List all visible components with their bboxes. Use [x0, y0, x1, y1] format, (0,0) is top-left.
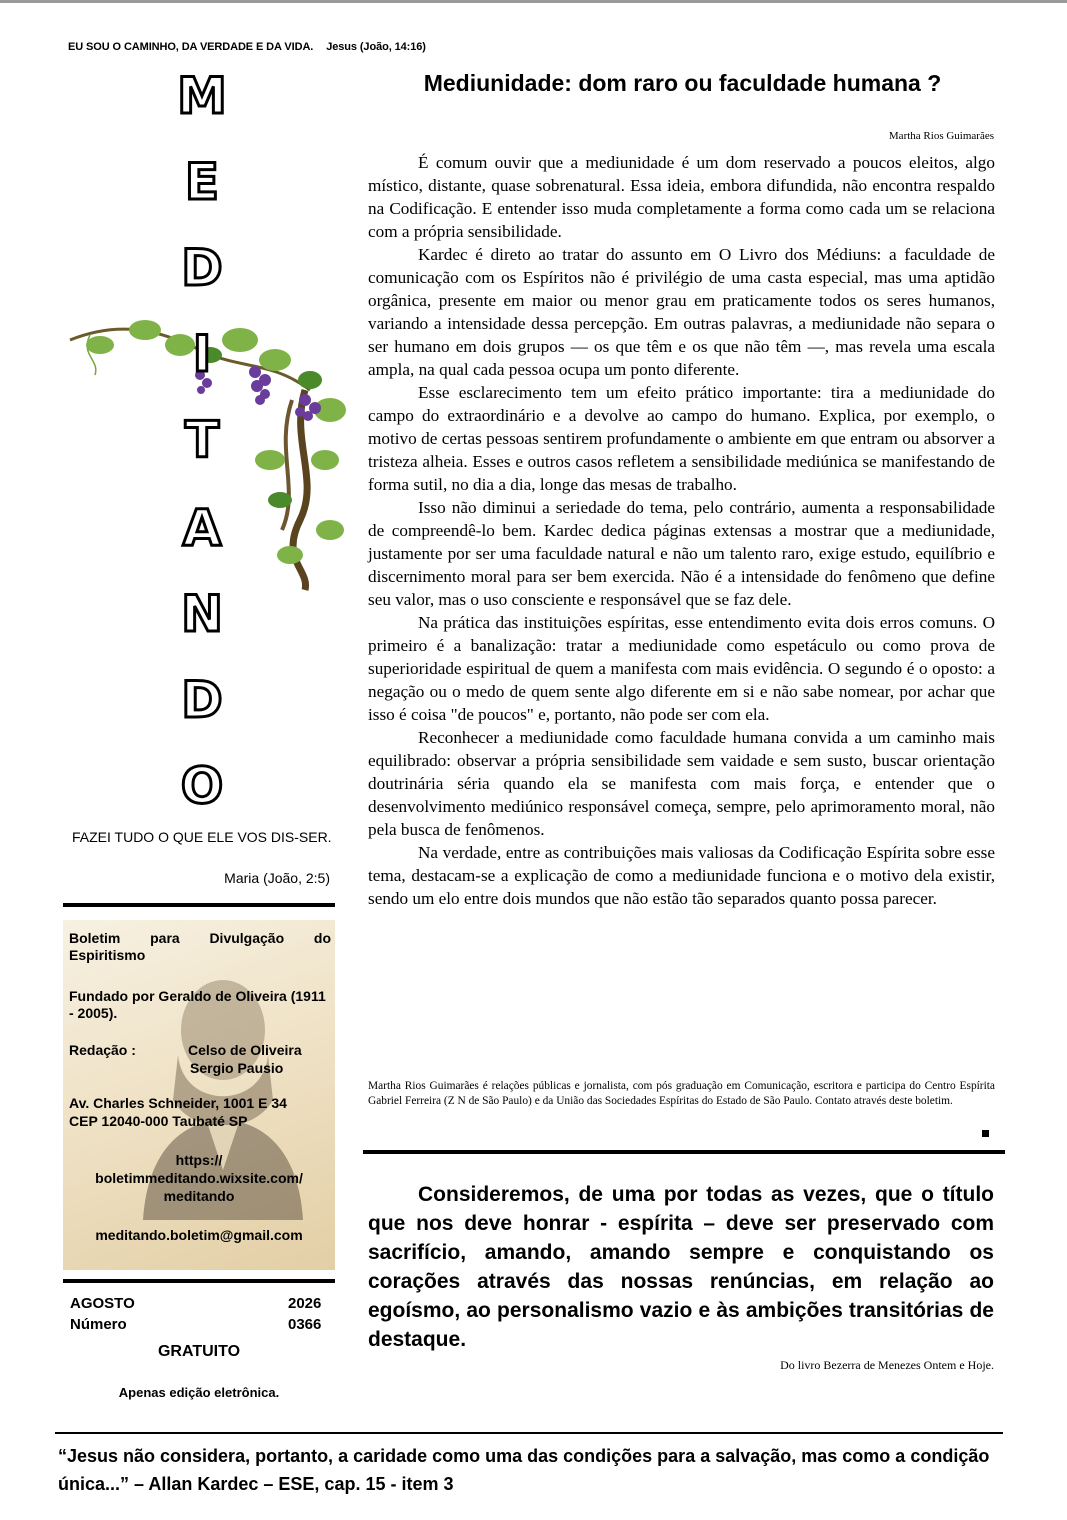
masthead-letter: D	[181, 239, 223, 297]
masthead-letter: E	[184, 153, 220, 211]
website-link[interactable]: https://	[175, 1152, 223, 1168]
bulletin-title: Boletim para Divulgação do Espiritismo	[69, 930, 331, 963]
issue-number-label: Número	[70, 1316, 127, 1333]
end-of-article-mark	[982, 1130, 989, 1137]
left-quote-reference: Maria (João, 2:5)	[224, 870, 330, 886]
email-link[interactable]: meditando.boletim@gmail.com	[95, 1227, 303, 1243]
editor-name: Sergio Pausio	[190, 1060, 284, 1076]
author-bio: Martha Rios Guimarães é relações públicas e jornalista, com pós graduação em Comunicação, escritora e participa do Centro Espírita Gabriel Ferreira (Z N de São Paulo) e da União das Sociedades Espíritas do Estado de São Paulo. Contato através deste boletim.	[368, 1080, 995, 1107]
article-author: Martha Rios Guimarães	[888, 130, 994, 142]
article-paragraph: Na verdade, entre as contribuições mais valiosas da Codificação Espírita sobre esse tema, destacam-se a explicação de como a mediunidade funciona e o motivo dela existir, sendo um elo entre dois mundos que não estão tão separados quanto possa parecer.	[368, 843, 995, 908]
top-border	[0, 0, 1067, 3]
info-box	[63, 920, 335, 1270]
article-body	[368, 151, 995, 910]
highlight-quote: Consideremos, de uma por todas as vezes, que o título que nos deve honrar - espírita – deve ser preservado com sacrifício, amando, amando sempre e conquistando os corações através das nossas renúncias, em relação ao egoísmo, ao personalismo vazio e às ambições transitórias de destaque.	[368, 1183, 994, 1351]
article-paragraph: Isso não diminui a seriedade do tema, pelo contrário, aumenta a responsabilidade de compreendê-lo bem. Kardec dedica páginas extensas a mostrar que a mediunidade, justamente por ser uma faculdade natural e não um talento raro, exige estudo, equilíbrio e discernimento moral para ser bem exercida. Não é a intensidade do fenômeno que define seu valor, mas o uso consciente e responsável que se faz dele.	[368, 498, 995, 609]
article-title: Mediunidade: dom raro ou faculdade humana ?	[423, 70, 942, 96]
article-paragraph: Reconhecer a mediunidade como faculdade humana convida a um caminho mais equilibrado: observar a própria sensibilidade sem vaidade e sem susto, buscar orientação doutrinária séria quando ela se manifesta com mais força, e entender que o desenvolvimento mediúnico responsável começa, sempre, pelo aprimoramento moral, não pela busca de fenômenos.	[368, 728, 995, 839]
website-link[interactable]: meditando	[163, 1188, 235, 1204]
website-link[interactable]: boletimmeditando.wixsite.com/	[95, 1170, 303, 1186]
article-paragraph: Na prática das instituições espíritas, esse entendimento evita dois erros comuns. O primeiro é a banalização: tratar a mediunidade como espetáculo ou como prova de superioridade espiritual de quem a manifesta com mais evidência. O segundo é o oposto: a negação ou o medo de quem sente algo diferente em si e não sabe nomear, por achar que isso é coisa "de poucos" e, portanto, não pode ser com ela.	[368, 613, 995, 724]
article-paragraph: Kardec é direto ao tratar do assunto em O Livro dos Médiuns: a faculdade de comunicação com os Espíritos não é privilégio de uma casta especial, mas uma aptidão orgânica, presente em maior ou menor grau em praticamente todos os seres humanos, variando a intensidade dessa percepção. Em outras palavras, a mediunidade não separa o ser humano em dois grupos — os que têm e os que não têm —, mas revela uma escala ampla, na qual cada pessoa ocupa um ponto diferente.	[368, 245, 995, 379]
left-quote-text: FAZEI TUDO O QUE ELE VOS DIS-SER.	[72, 829, 332, 845]
divider	[363, 1150, 1005, 1154]
masthead-letter: O	[180, 757, 224, 815]
redacao-label: Redação :	[69, 1042, 136, 1058]
masthead-letter: I	[192, 325, 212, 383]
footer-divider	[55, 1432, 1003, 1434]
masthead-letter: D	[181, 671, 223, 729]
article-paragraph: Esse esclarecimento tem um efeito prático importante: tira a mediunidade do campo do extraordinário e a devolve ao campo do humano. Explica, por exemplo, o motivo de certas pessoas sentirem profundamente o ambiente em que entram ou absorver a tristeza alheia. Esses e outros casos refletem a sensibilidade mediúnica se manifestando de forma sutil, no dia a dia, longe das mesas de trabalho.	[368, 383, 995, 494]
article-paragraph: É comum ouvir que a mediunidade é um dom reservado a poucos eleitos, algo místico, distante, quase sobrenatural. Essa ideia, embora difundida, não encontra respaldo na Codificação. E entender isso muda completamente a forma como cada um se relaciona com a própria sensibilidade.	[368, 153, 995, 241]
issue-year: 2026	[288, 1295, 322, 1312]
masthead-letter: N	[181, 585, 223, 643]
address-line: Av. Charles Schneider, 1001 E 34	[69, 1095, 287, 1111]
divider	[63, 1279, 335, 1283]
price-label: GRATUITO	[157, 1343, 241, 1360]
footer-quote: “Jesus não considera, portanto, a caridade como uma das condições para a salvação, mas como a condição única...” – Allan Kardec – ESE, cap. 15 - item 3	[58, 1446, 990, 1494]
masthead-letter: T	[184, 411, 220, 469]
address-line: CEP 12040-000 Taubaté SP	[69, 1113, 248, 1129]
masthead-letter: A	[182, 499, 222, 557]
header-quote	[68, 41, 426, 53]
header-quote-text: EU SOU O CAMINHO, DA VERDADE E DA VIDA.	[68, 41, 314, 53]
issue-number: 0366	[288, 1316, 322, 1333]
highlight-quote-source: Do livro Bezerra de Menezes Ontem e Hoje.	[780, 1358, 994, 1372]
edition-note: Apenas edição eletrônica.	[118, 1385, 280, 1400]
founded-text: Fundado por Geraldo de Oliveira (1911 - 2005).	[69, 988, 326, 1021]
divider	[63, 903, 335, 907]
issue-month: AGOSTO	[70, 1295, 135, 1312]
masthead-letter: M	[177, 67, 227, 125]
editor-name: Celso de Oliveira	[188, 1042, 302, 1058]
header-quote-reference: Jesus (João, 14:16)	[326, 41, 426, 53]
